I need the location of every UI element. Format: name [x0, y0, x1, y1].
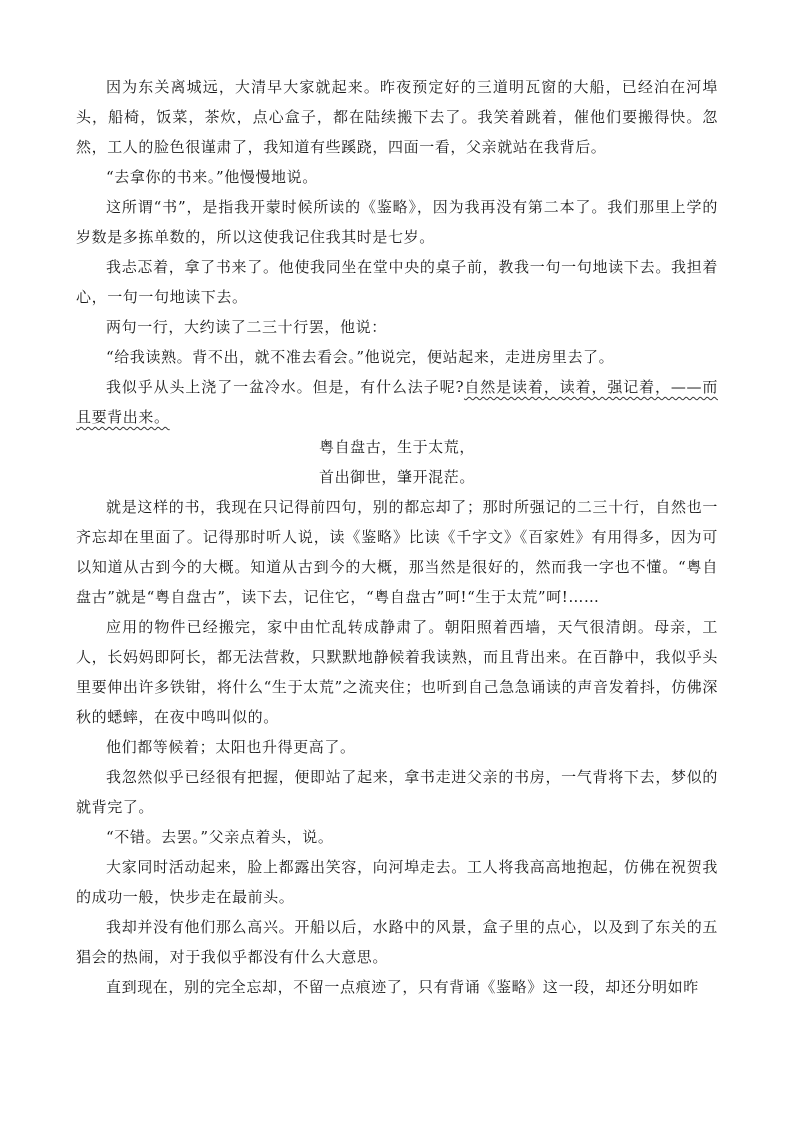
poem-line-1: 粤自盘古，生于太荒，	[318, 438, 475, 456]
paragraph-12: “不错。去罢。”父亲点着头，说。	[106, 828, 334, 846]
paragraph-9: 应用的物件已经搬完，家中由忙乱转成静肃了。朝阳照着西墙，天气很清朗。母亲，工人，长妈妈即阿长，都无法营救，只默默地静候着我读熟，而且背出来。在百静中，我似乎头里要伸出许多铁钳，将什么“生于太荒”之流夹住；也听到自己急急诵读的声音发着抖，仿佛深秋的蟋蟀，在夜中鸣叫似的。	[76, 618, 718, 726]
paragraph-15: 直到现在，别的完全忘却，不留一点痕迹了，只有背诵《鉴略》这一段，却还分明如昨	[106, 978, 699, 996]
paragraph-1: 因为东关离城远，大清早大家就起来。昨夜预定好的三道明瓦窗的大船，已经泊在河埠头，船椅，饭菜，茶炊，点心盒子，都在陆续搬下去了。我笑着跳着，催他们要搬得快。忽然，工人的脸色很谨肃了，我知道有些蹊跷，四面一看，父亲就站在我背后。	[76, 78, 718, 156]
paragraph-6: “给我读熟。背不出，就不准去看会。”他说完，便站起来，走进房里去了。	[106, 348, 615, 366]
paragraph-3: 这所谓“书”，是指我开蒙时候所读的《鉴略》，因为我再没有第二本了。我们那里上学的岁数是多拣单数的，所以这使我记住我其时是七岁。	[76, 198, 718, 246]
wavy-underlined-text: 自然是读着，读着，强记着，——而且要背出来。	[76, 378, 718, 426]
poem-line-2: 首出御世，肇开混茫。	[318, 468, 475, 486]
paragraph-5: 两句一行，大约读了二三十行罢，他说：	[106, 318, 387, 336]
paragraph-14: 我却并没有他们那么高兴。开船以后，水路中的风景，盒子里的点心，以及到了东关的五猖会的热闹，对于我似乎都没有什么大意思。	[76, 918, 718, 966]
paragraph-8: 就是这样的书，我现在只记得前四句，别的都忘却了；那时所强记的二三十行，自然也一齐忘却在里面了。记得那时听人说，读《鉴略》比读《千字文》《百家姓》有用得多，因为可以知道从古到今的大概。知道从古到今的大概，那当然是很好的，然而我一字也不懂。“粤自盘古”就是“粤自盘古”，读下去，记住它，“粤自盘古”呵!“生于太荒”呵!……	[76, 498, 718, 606]
paragraph-7	[76, 372, 718, 432]
paragraph-4: 我忐忑着，拿了书来了。他使我同坐在堂中央的桌子前，教我一句一句地读下去。我担着心，一句一句地读下去。	[76, 258, 718, 306]
paragraph-7-plain: 我似乎从头上浇了一盆冷水。但是，有什么法子呢?	[106, 378, 465, 396]
paragraph-2: “去拿你的书来。”他慢慢地说。	[106, 168, 318, 186]
paragraph-11: 我忽然似乎已经很有把握，便即站了起来，拿书走进父亲的书房，一气背将下去，梦似的就背完了。	[76, 768, 718, 816]
paragraph-10: 他们都等候着；太阳也升得更高了。	[106, 738, 356, 756]
document-page	[76, 72, 718, 1002]
paragraph-13: 大家同时活动起来，脸上都露出笑容，向河埠走去。工人将我高高地抱起，仿佛在祝贺我的成功一般，快步走在最前头。	[76, 858, 718, 906]
